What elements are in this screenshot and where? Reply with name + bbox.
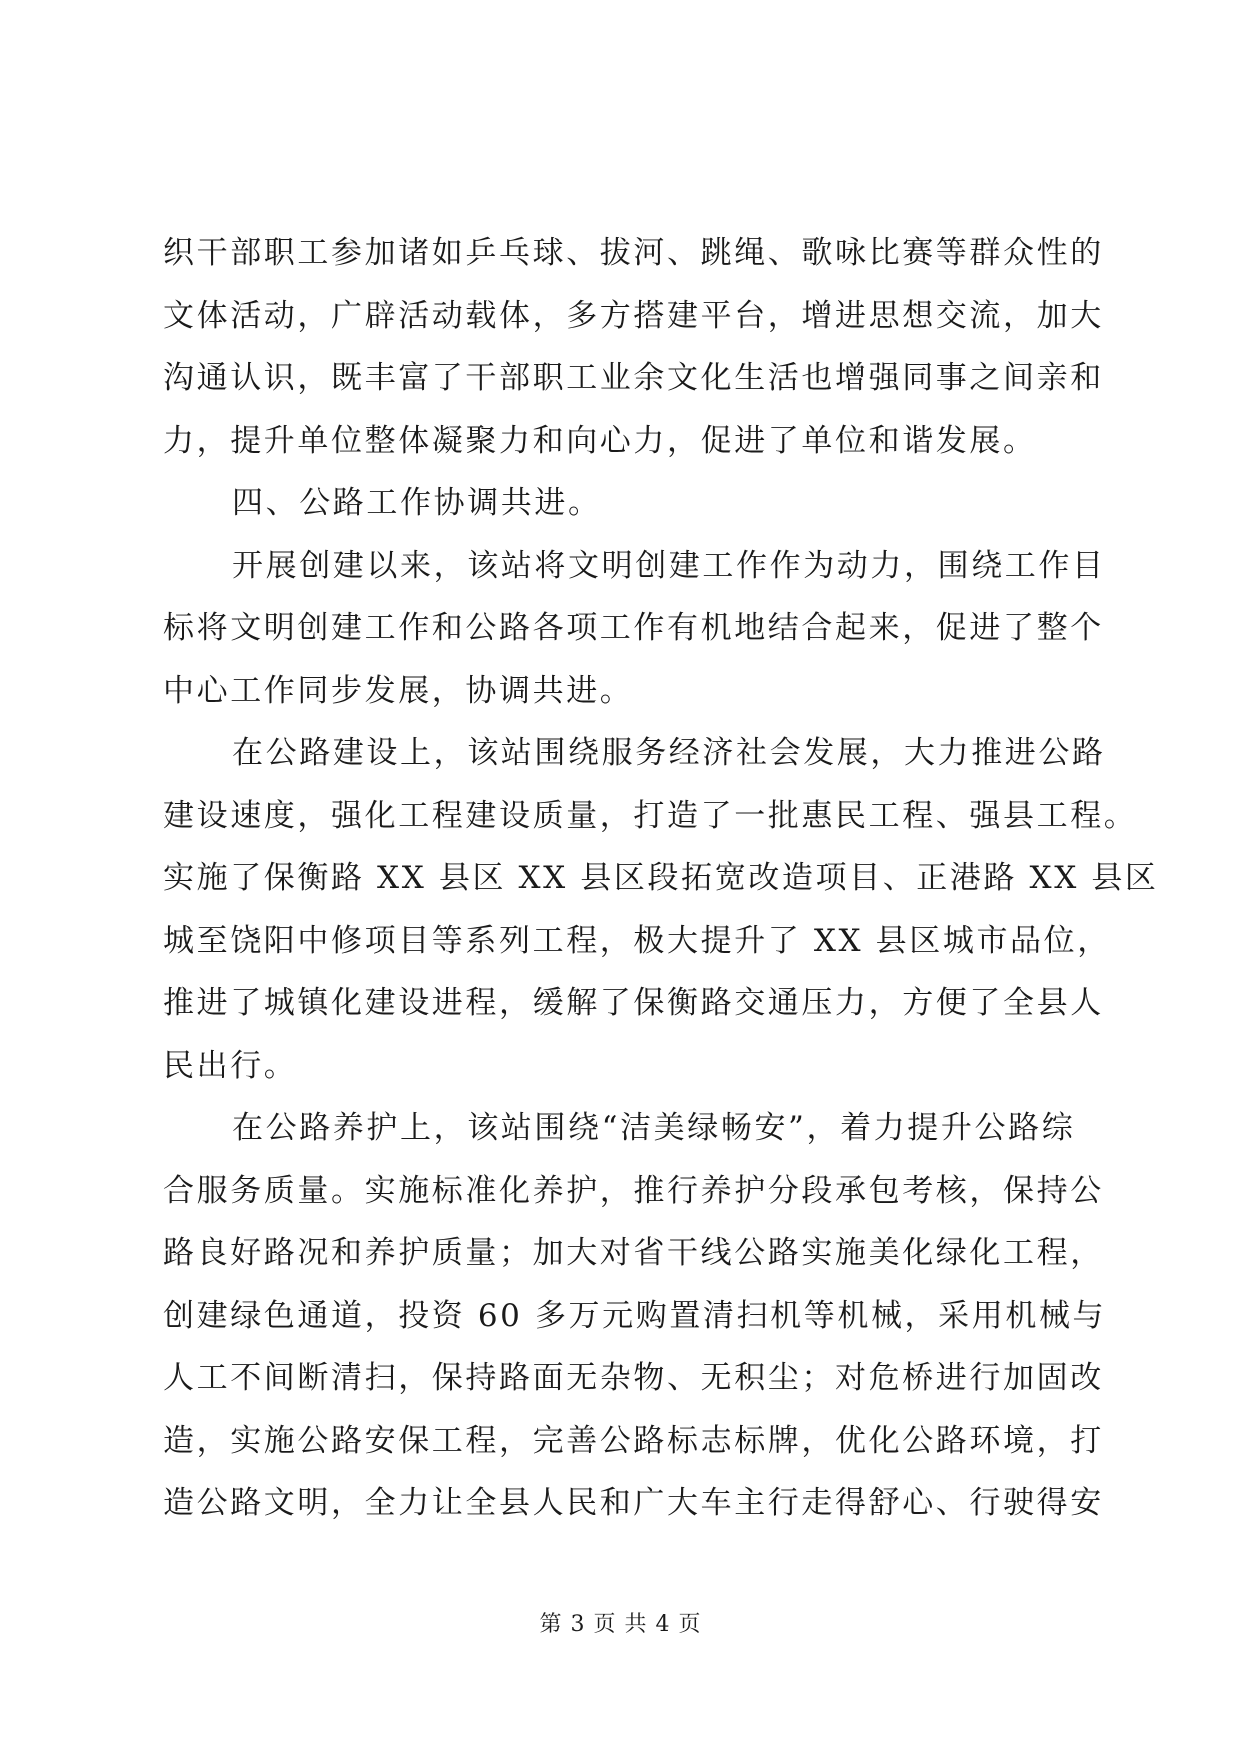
- text-line: 推进了城镇化建设进程，缓解了保衡路交通压力，方便了全县人: [163, 985, 1104, 1021]
- text-line: 开展创建以来，该站将文明创建工作作为动力，围绕工作目: [232, 547, 1106, 584]
- text-line: 力，提升单位整体凝聚力和向心力，促进了单位和谐发展。: [163, 422, 1037, 459]
- text-line: 建设速度，强化工程建设质量，打造了一批惠民工程、强县工程。: [163, 797, 1138, 834]
- page-footer: 第 3 页 共 4 页: [539, 1612, 702, 1637]
- text-line: 实施了保衡路 XX 县区 XX 县区段拓宽改造项目、正港路 XX 县区: [163, 860, 1159, 896]
- text-line: 中心工作同步发展，协调共进。: [163, 672, 634, 709]
- document-body: [163, 222, 1159, 1535]
- text-line: 沟通认识，既丰富了干部职工业余文化生活也增强同事之间亲和: [163, 360, 1104, 396]
- text-line: 标将文明创建工作和公路各项工作有机地结合起来，促进了整个: [163, 610, 1104, 646]
- text-line: 造，实施公路安保工程，完善公路标志标牌，优化公路环境，打: [163, 1422, 1104, 1459]
- text-line: 在公路建设上，该站围绕服务经济社会发展，大力推进公路: [232, 735, 1106, 771]
- text-line: 创建绿色通道，投资 60 多万元购置清扫机等机械，采用机械与: [163, 1297, 1107, 1334]
- text-line: 城至饶阳中修项目等系列工程，极大提升了 XX 县区城市品位，: [163, 922, 1111, 959]
- text-line: 人工不间断清扫，保持路面无杂物、无积尘；对危桥进行加固改: [163, 1360, 1104, 1396]
- text-line: 民出行。: [163, 1047, 298, 1084]
- text-line: 文体活动，广辟活动载体，多方搭建平台，增进思想交流，加大: [163, 297, 1104, 334]
- text-line: 织干部职工参加诸如乒乓球、拔河、跳绳、歌咏比赛等群众性的: [163, 235, 1104, 271]
- text-line: 路良好路况和养护质量；加大对省干线公路实施美化绿化工程，: [163, 1235, 1104, 1271]
- text-line: 在公路养护上，该站围绕“洁美绿畅安”，着力提升公路综: [232, 1110, 1076, 1146]
- text-line: 造公路文明，全力让全县人民和广大车主行走得舒心、行驶得安: [163, 1485, 1104, 1521]
- text-line: 四、公路工作协调共进。: [232, 485, 602, 521]
- text-line: 合服务质量。实施标准化养护，推行养护分段承包考核，保持公: [163, 1172, 1104, 1209]
